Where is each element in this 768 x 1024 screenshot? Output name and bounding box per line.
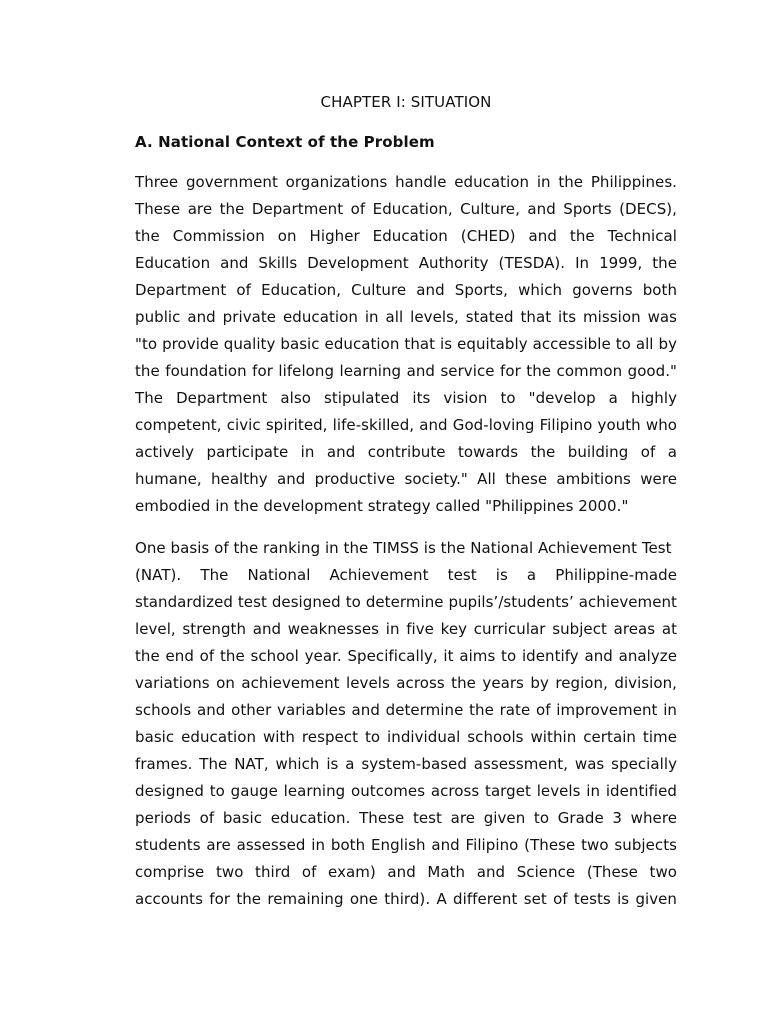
section-heading: A. National Context of the Problem [135,133,435,151]
paragraph-line: embodied in the development strategy called "Philippines 2000." [135,497,629,515]
paragraph-line: the foundation for lifelong learning and service for the common good." [135,362,677,380]
paragraph-line: public and private education in all levels, stated that its mission was [135,308,677,326]
paragraph-line: periods of basic education. These test are given to Grade 3 where [135,809,677,827]
paragraph-line: designed to gauge learning outcomes across target levels in identified [135,782,677,800]
paragraph-line: These are the Department of Education, Culture, and Sports (DECS), [135,200,677,218]
paragraph-line: One basis of the ranking in the TIMSS is the National Achievement Test [135,539,672,557]
paragraph-line: standardized test designed to determine pupils’/students’ achievement [135,593,677,611]
paragraph-line: variations on achievement levels across the years by region, division, [135,674,677,692]
paragraph-line: (NAT). The National Achievement test is a Philippine-made [135,566,677,584]
paragraph-line: Department of Education, Culture and Sports, which governs both [135,281,677,299]
paragraph-line: "to provide quality basic education that is equitably accessible to all by [135,335,677,353]
paragraph-line: frames. The NAT, which is a system-based assessment, was specially [135,755,677,773]
paragraph-line: the end of the school year. Specifically, it aims to identify and analyze [135,647,677,665]
paragraph-line: basic education with respect to individual schools within certain time [135,728,677,746]
paragraph-line: level, strength and weaknesses in five key curricular subject areas at [135,620,677,638]
paragraph-line: humane, healthy and productive society." All these ambitions were [135,470,677,488]
paragraph-line: actively participate in and contribute towards the building of a [135,443,677,461]
paragraph-line: Education and Skills Development Authority (TESDA). In 1999, the [135,254,677,272]
paragraph-line: competent, civic spirited, life-skilled, and God-loving Filipino youth who [135,416,677,434]
paragraph-line: Three government organizations handle education in the Philippines. [135,173,677,191]
body-paragraph-1 [135,169,677,520]
paragraph-line: The Department also stipulated its vision to "develop a highly [135,389,677,407]
body-paragraph-2 [135,535,677,913]
paragraph-line: students are assessed in both English and Filipino (These two subjects [135,836,677,854]
paragraph-line: accounts for the remaining one third). A different set of tests is given [135,890,677,908]
paragraph-line: the Commission on Higher Education (CHED) and the Technical [135,227,677,245]
chapter-title: CHAPTER I: SITUATION [320,93,492,111]
paragraph-line: comprise two third of exam) and Math and Science (These two [135,863,677,881]
paragraph-line: schools and other variables and determine the rate of improvement in [135,701,677,719]
